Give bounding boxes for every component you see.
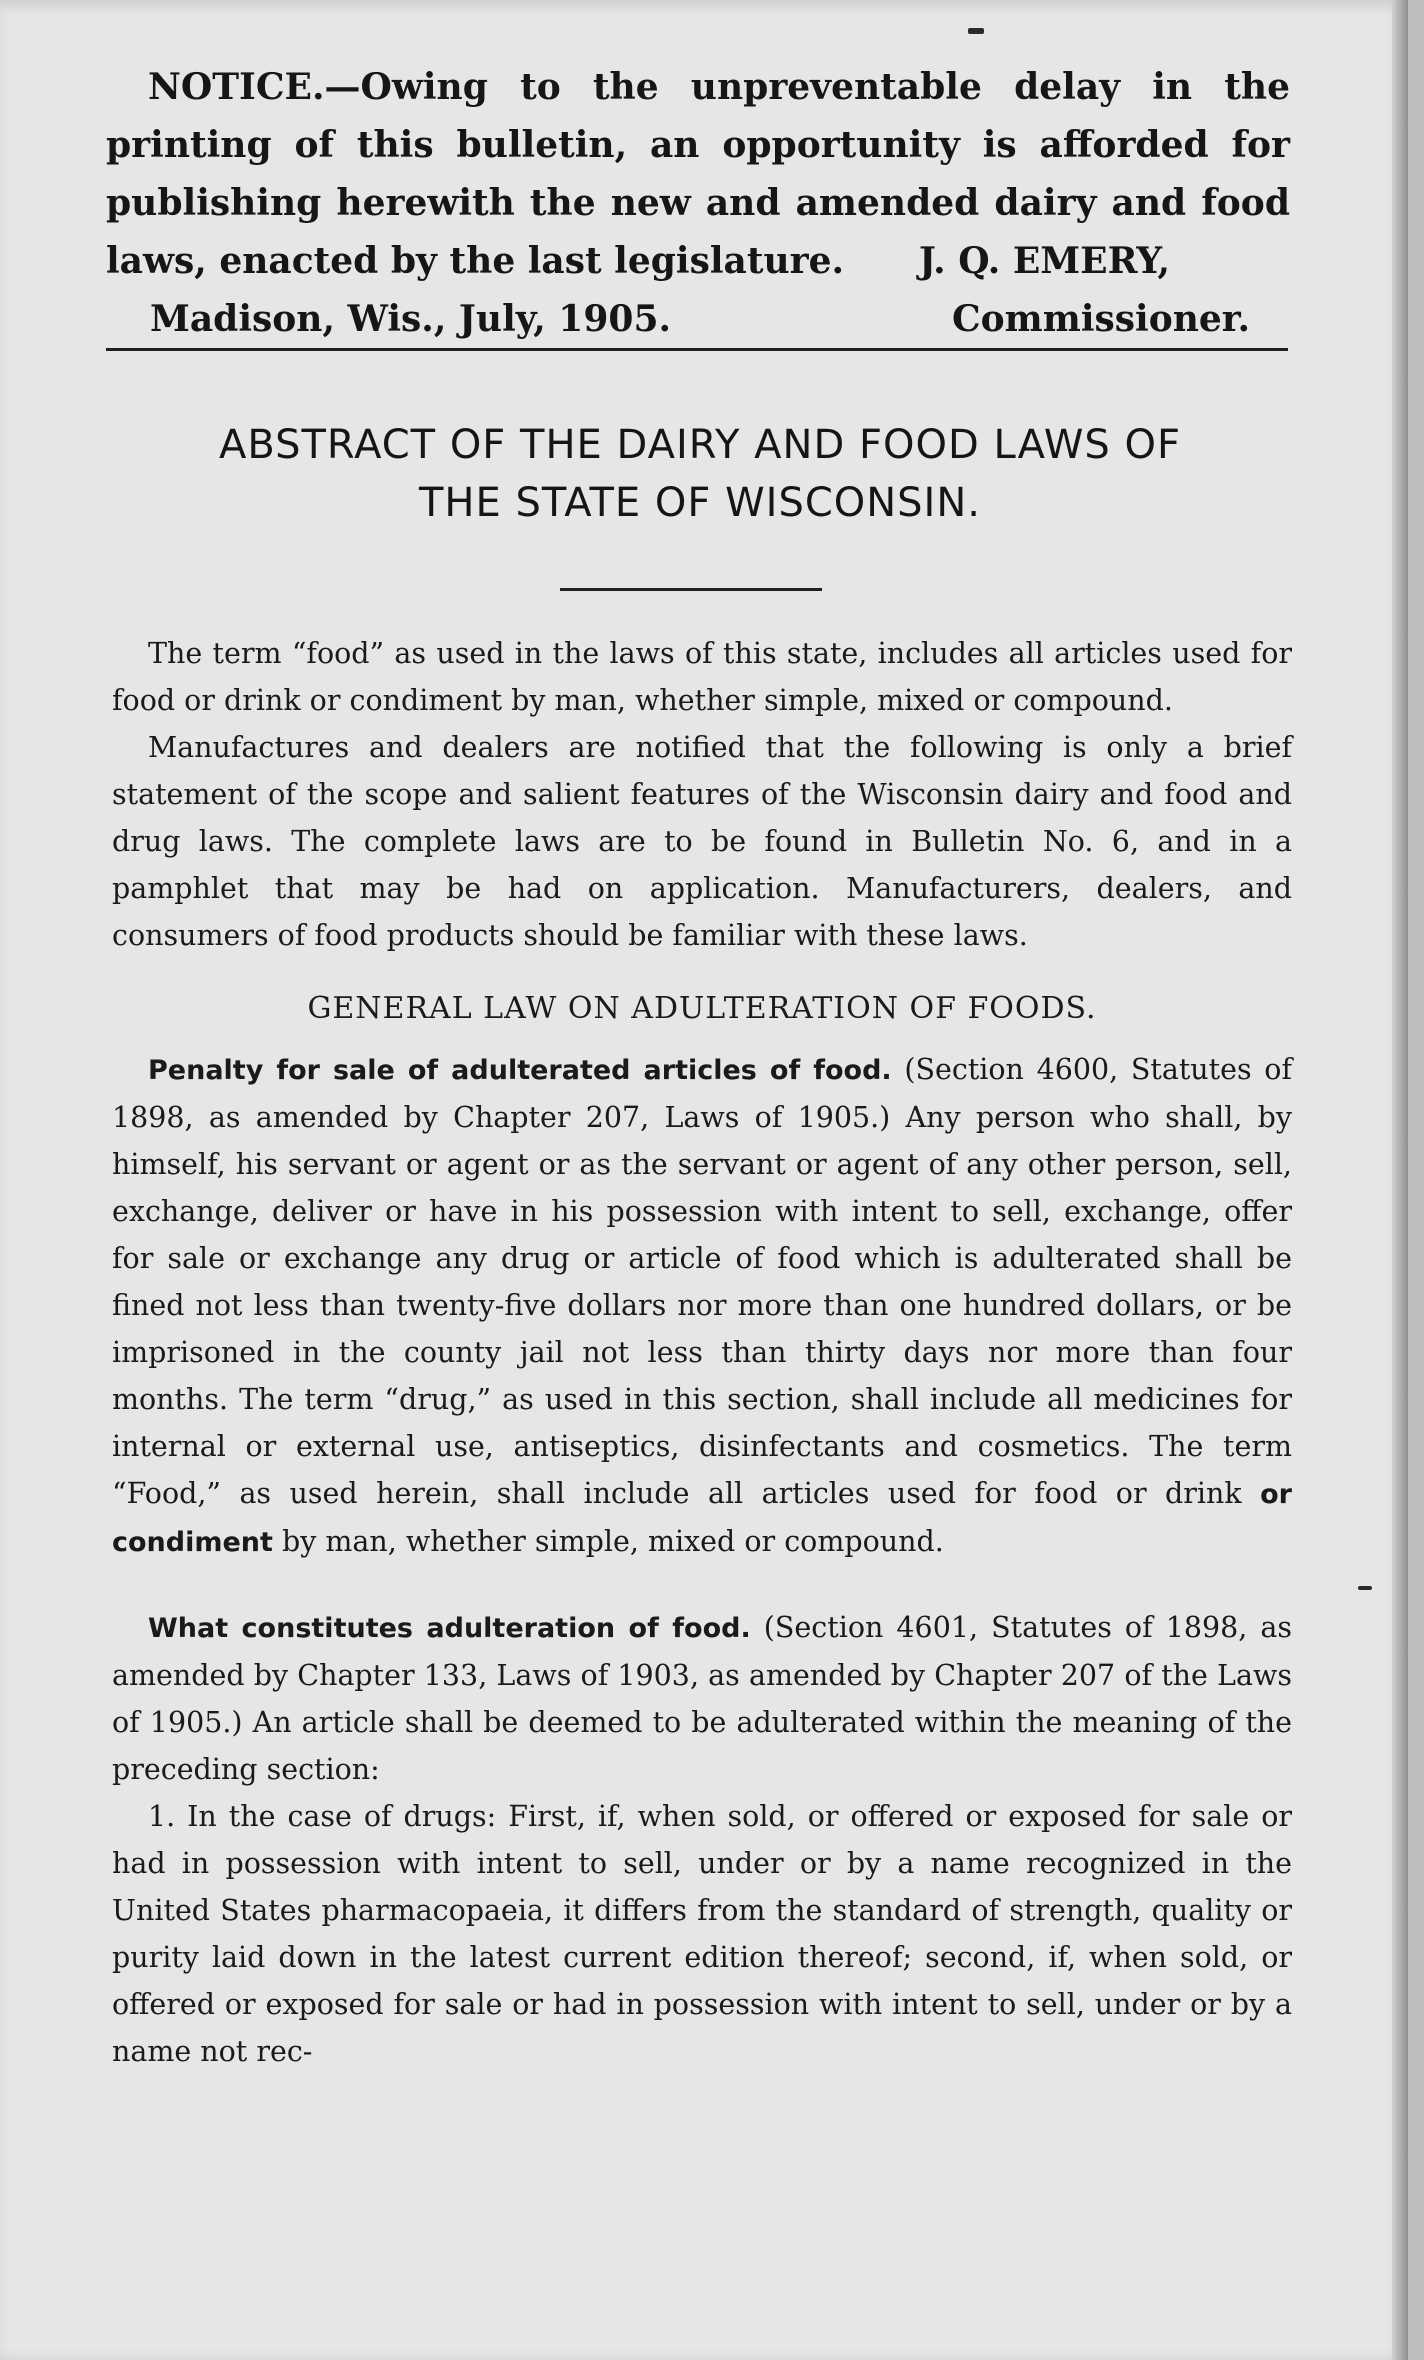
spacer [112,1566,1292,1604]
signature-name: J. Q. EMERY, [918,240,1170,282]
ink-speck [1358,1586,1372,1590]
scan-edge [1392,0,1408,2360]
notice-signature-row [106,232,1290,290]
penalty-text-end: by man, whether simple, mixed or compound. [272,1525,944,1558]
page-title [80,416,1320,532]
adulteration-lead: What constitutes adulteration of food. [148,1613,751,1644]
penalty-text: (Section 4600, Statutes of 1898, as amended by Chapter 207, Laws of 1905.) Any person who shall, by himself, his servant or agent or as the servant or agent of any other person, sell, exchange, deliver or have in his possession with intent to sell, exchange, offer for sale or exchange any drug or article of food which is adulterated shall be fined not less than twenty-five dollars nor more than one hundred dollars, or be imprisoned in the county jail not less than thirty days nor more than four months. The term “drug,” as used in this section, shall include all medicines for internal or external use, antiseptics, disinfectants and cosmetics. The term “Food,” as used herein, shall include all articles used for food or drink [112,1053,1292,1510]
section-heading: GENERAL LAW ON ADULTERATION OF FOODS. [307,991,1097,1026]
drugs-paragraph: 1. In the case of drugs: First, if, when sold, or offered or exposed for sale or had in possession with intent to sell, under or by a name recognized in the United States pharmacopaeia, it differs from the standard of strength, quality or purity laid down in the latest current edition thereof; second, if, when sold, or offered or exposed for sale or had in possession with intent to sell, under or by a name not rec- [112,1800,1292,2068]
notice-divider [106,348,1288,351]
notice-text: —Owing to the unpreventable delay in the printing of this bulletin, an opportunity is afforded for publishing herewith the new and amended dairy and food laws, enacted by the last legislature. [106,66,1290,282]
penalty-paragraph [112,1046,1292,1566]
ink-speck [968,28,984,34]
notice-date-row [106,290,1290,348]
notice-lead: NOTICE. [148,66,325,108]
title-line-1: ABSTRACT OF THE DAIRY AND FOOD LAWS OF [218,422,1181,468]
title-line-2: THE STATE OF WISCONSIN. [418,480,981,526]
body-text [112,630,1292,2075]
place-date: Madison, Wis., July, 1905. [150,298,672,340]
adulteration-paragraph [112,1604,1292,1793]
title-divider [560,588,822,591]
penalty-lead: Penalty for sale of adulterated articles of food. [148,1055,892,1086]
adulteration-text: (Section 4601, Statutes of 1898, as amended by Chapter 133, Laws of 1903, as amended by Chapter 207 of the Laws of 1905.) An article shall be deemed to be adulterated within the meaning of the preceding section: [112,1611,1292,1786]
signature-title: Commissioner. [951,298,1250,340]
notice-block [106,58,1290,348]
intro-paragraph-1: The term “food” as used in the laws of this state, includes all articles used for food or drink or condiment by man, whether simple, mixed or compound. [112,637,1292,717]
penalty-bold-phrase: or condiment [112,1479,1292,1558]
intro-paragraph-2: Manufactures and dealers are notified that the following is only a brief statement of the scope and salient features of the Wisconsin dairy and food and drug laws. The complete laws are to be found in Bulletin No. 6, and in a pamphlet that may be had on application. Manufacturers, dealers, and consumers of food products should be familiar with these laws. [112,731,1292,952]
